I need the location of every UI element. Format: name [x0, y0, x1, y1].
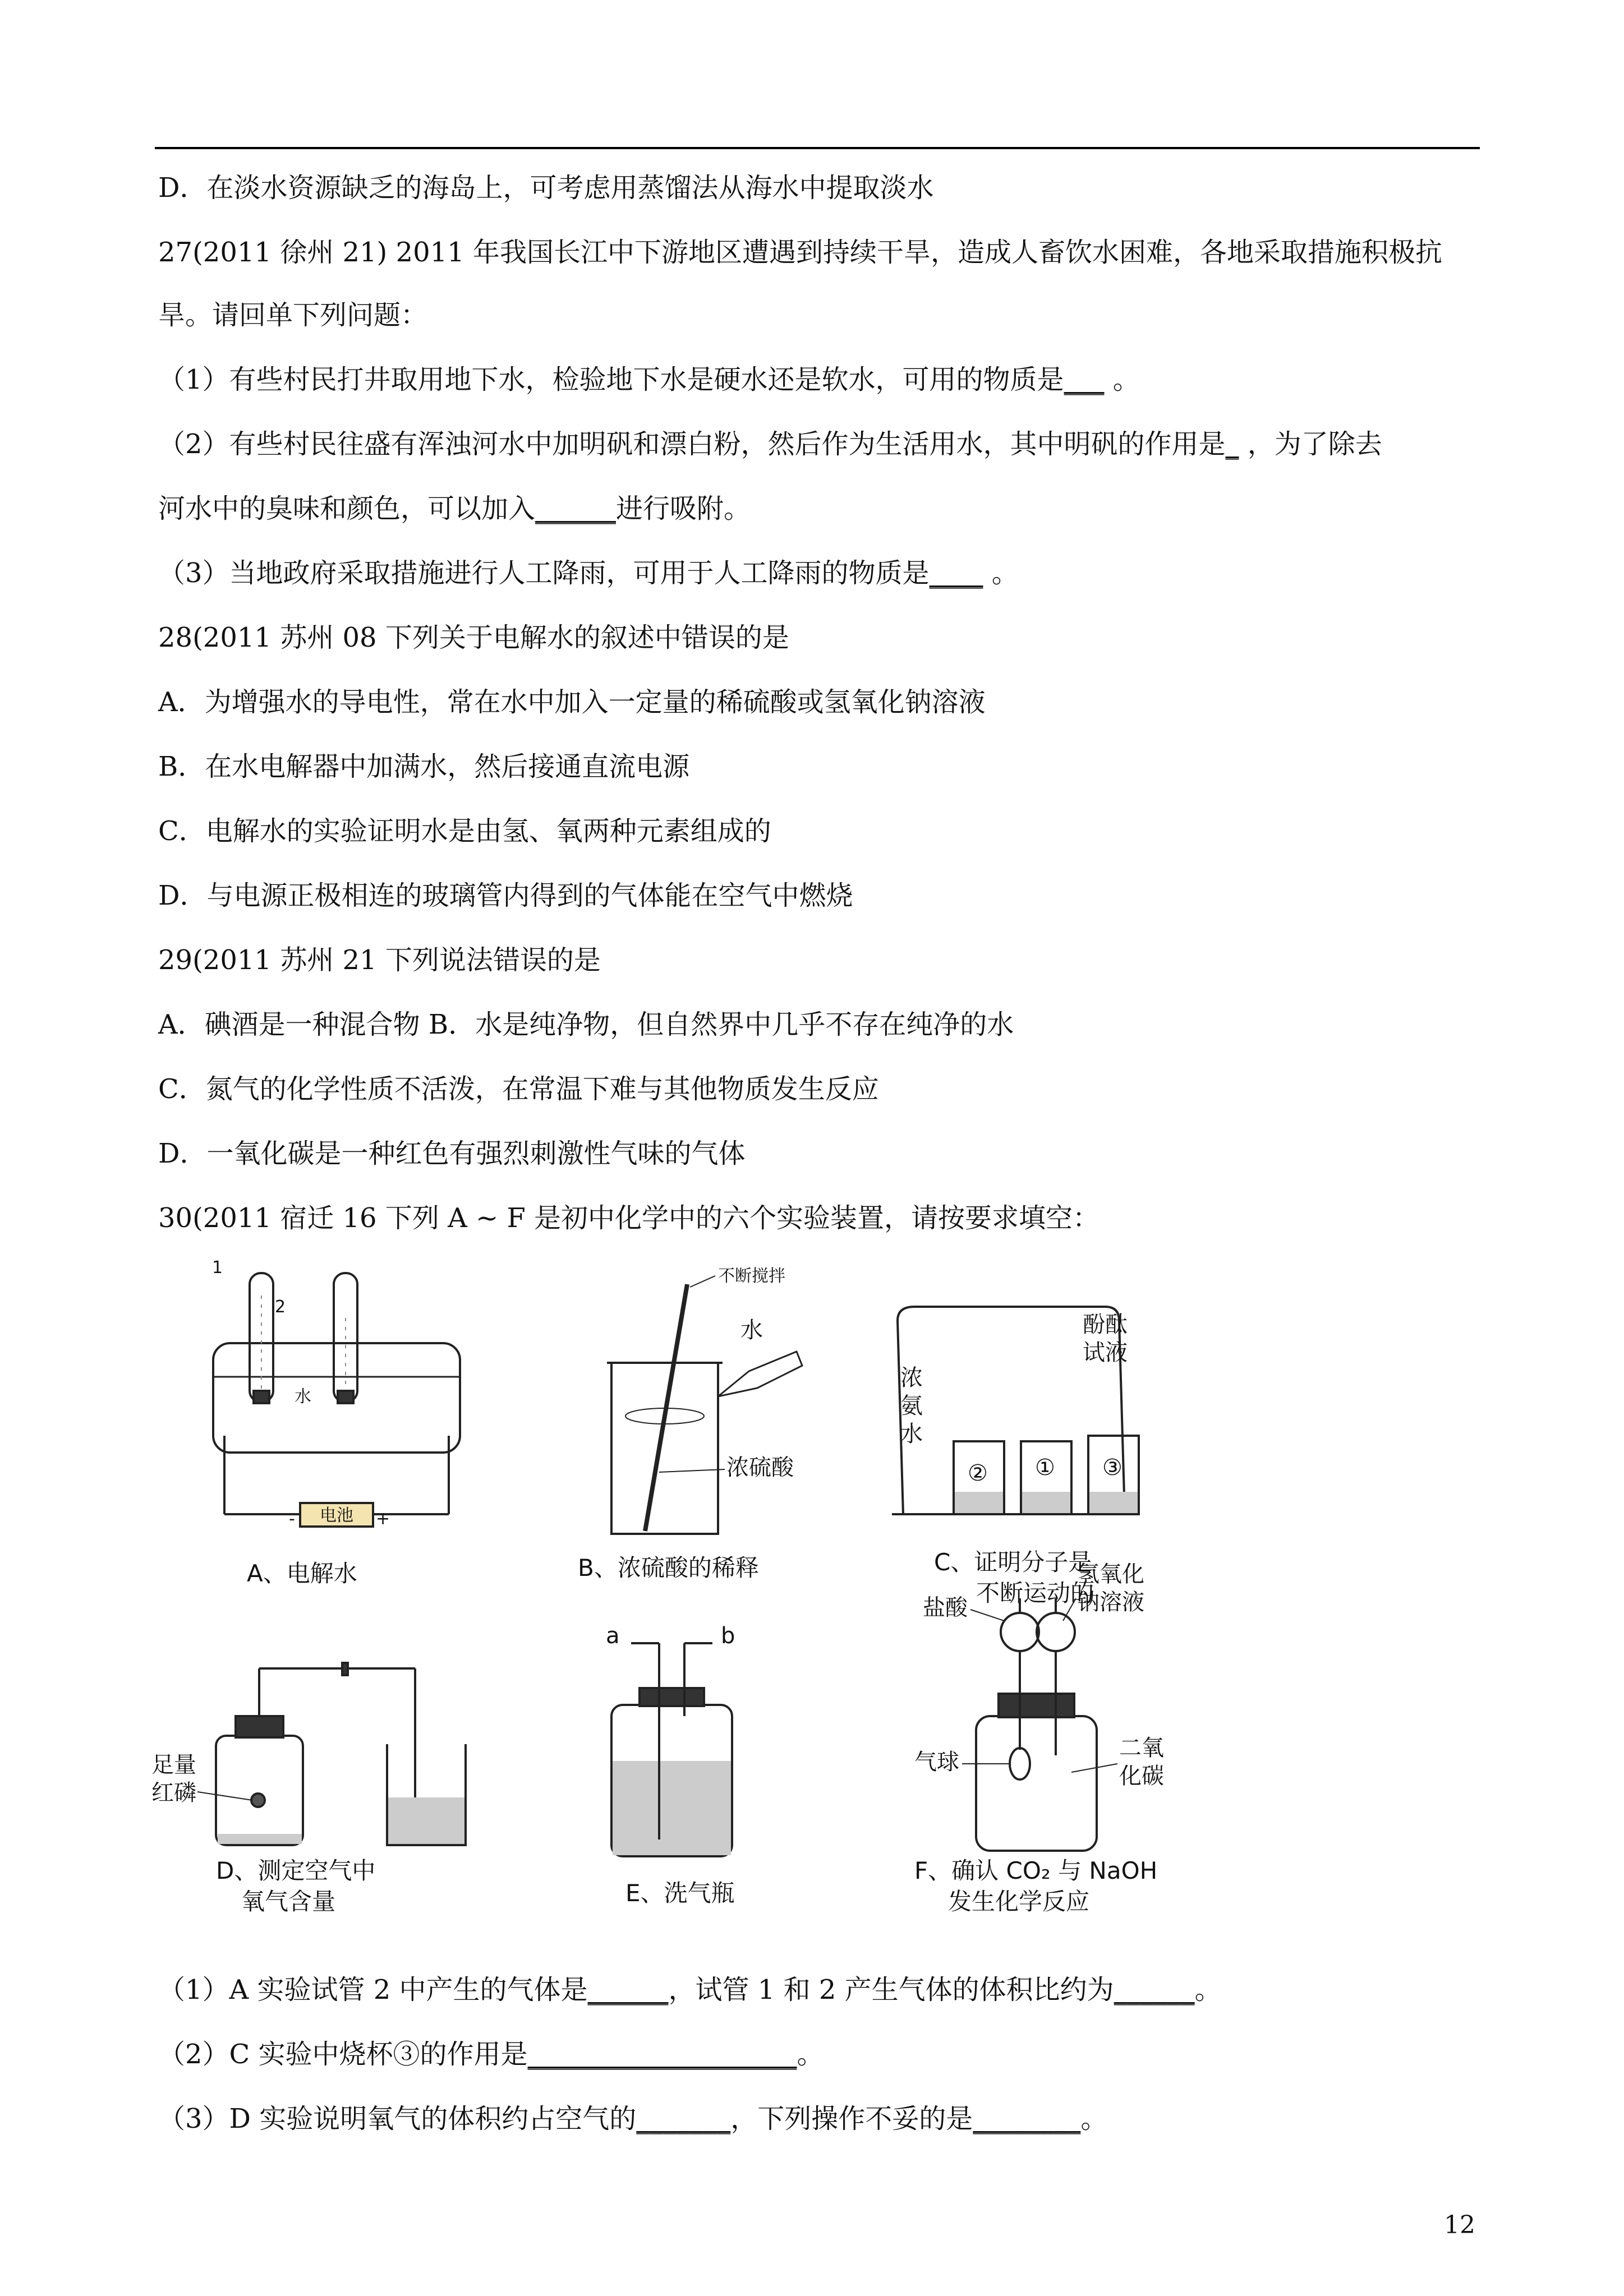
e-caption: E、洗气瓶	[625, 1879, 735, 1907]
a-tube-1-label: 1	[212, 1258, 223, 1278]
a-plus-label: +	[376, 1509, 390, 1529]
apparatus-e-gas-washing-bottle	[606, 1623, 735, 1907]
c-phenol-label-1: 酚酞	[1083, 1312, 1128, 1338]
f-co2-label-1: 二氧	[1119, 1735, 1164, 1761]
text-line: D．在淡水资源缺乏的海岛上，可考虑用蒸馏法从海水中提取淡水	[158, 172, 934, 204]
answer-blank: ______	[1114, 1974, 1195, 2005]
e-inlet-a-label: a	[606, 1623, 620, 1649]
f-hcl-label: 盐酸	[923, 1595, 968, 1621]
f-naoh-label-2: 钠溶液	[1077, 1589, 1144, 1615]
answer-blank: ______	[535, 493, 617, 524]
answer-blank: ____	[929, 557, 983, 589]
f-co2-label-2: 化碳	[1119, 1763, 1164, 1789]
header-rule	[155, 147, 1480, 149]
question-29-option-d: D．一氧化碳是一种红色有强烈刺激性气味的气体	[158, 1138, 746, 1169]
a-battery-label: 电池	[320, 1506, 353, 1525]
answer-blank: _	[1225, 428, 1239, 460]
b-water-label: 水	[740, 1317, 763, 1343]
a-minus-label: -	[289, 1509, 295, 1529]
question-27-line-1: 27(2011 徐州 21) 2011 年我国长江中下游地区遭遇到持续干旱，造成人畜饮水困难，各地采取措施积极抗	[158, 237, 1442, 268]
answer-blank: ______	[587, 1974, 669, 2005]
question-29-option-ab: A．碘酒是一种混合物 B．水是纯净物，但自然界中几乎不存在纯净的水	[158, 1009, 1014, 1040]
a-caption: A、电解水	[247, 1560, 357, 1587]
c-beaker-1-label: ①	[1035, 1455, 1055, 1481]
question-27-line-2: 旱。请回单下列问题：	[158, 299, 428, 331]
question-28-option-c: C．电解水的实验证明水是由氢、氧两种元素组成的	[158, 815, 771, 847]
b-stir-label: 不断搅拌	[718, 1266, 785, 1286]
question-29: 29(2011 苏州 21 下列说法错误的是	[158, 944, 601, 976]
question-27-part-2: （2）有些村民往盛有浑浊河水中加明矾和漂白粉，然后作为生活用水，其中明矾的作用是_ ，为了除去	[158, 428, 1382, 460]
page-number: 12	[1444, 2211, 1475, 2239]
c-caption-2: 不断运动的	[976, 1579, 1094, 1607]
f-naoh-label-1: 氢氧化	[1077, 1561, 1144, 1587]
experiment-figure	[151, 1251, 1251, 1915]
f-caption-1: F、确认 CO₂ 与 NaOH	[914, 1857, 1158, 1884]
e-outlet-b-label: b	[721, 1623, 735, 1649]
c-beaker-3-label: ③	[1102, 1455, 1122, 1481]
c-beaker-2-label: ②	[968, 1460, 988, 1486]
d-caption-1: D、测定空气中	[216, 1857, 376, 1884]
apparatus-d-oxygen-content	[151, 1663, 466, 1915]
b-acid-label: 浓硫酸	[726, 1455, 794, 1481]
answer-blank: ________	[973, 2103, 1081, 2134]
answer-blank: ____________________	[527, 2039, 797, 2070]
f-caption-2: 发生化学反应	[948, 1888, 1090, 1915]
c-caption-1: C、证明分子是	[934, 1548, 1092, 1576]
question-28-option-d: D．与电源正极相连的玻璃管内得到的气体能在空气中燃烧	[158, 880, 853, 911]
question-30-part-3: （3）D 实验说明氧气的体积约占空气的_______，下列操作不妥的是________。	[158, 2103, 1108, 2134]
question-27-part-1: （1）有些村民打井取用地下水，检验地下水是硬水还是软水，可用的物质是___ 。	[158, 364, 1140, 395]
b-caption: B、浓硫酸的稀释	[578, 1554, 759, 1582]
c-ammonia-label-1: 浓	[900, 1365, 923, 1391]
d-phosphorus-label-1: 足量	[151, 1752, 196, 1778]
c-ammonia-label-3: 水	[900, 1421, 923, 1447]
c-ammonia-label-2: 氨	[900, 1393, 923, 1419]
d-phosphorus-label-2: 红磷	[151, 1780, 196, 1806]
question-28: 28(2011 苏州 08 下列关于电解水的叙述中错误的是	[158, 622, 789, 653]
apparatus-f-co2-naoh	[914, 1561, 1164, 1915]
a-tube-2-label: 2	[275, 1297, 286, 1317]
question-27-part-2-cont: 河水中的臭味和颜色，可以加入______进行吸附。	[158, 493, 751, 524]
question-29-option-c: C．氮气的化学性质不活泼，在常温下难与其他物质发生反应	[158, 1073, 879, 1105]
f-balloon-label: 气球	[914, 1749, 959, 1775]
d-caption-2: 氧气含量	[241, 1888, 336, 1915]
answer-blank: ___	[1064, 364, 1105, 395]
question-30: 30(2011 宿迁 16 下列 A ~ F 是初中化学中的六个实验装置，请按要求填空：	[158, 1202, 1100, 1234]
a-water-label: 水	[295, 1387, 311, 1407]
question-27-part-3: （3）当地政府采取措施进行人工降雨，可用于人工降雨的物质是____ 。	[158, 557, 1019, 589]
question-28-option-a: A．为增强水的导电性，常在水中加入一定量的稀硫酸或氢氧化钠溶液	[158, 686, 986, 718]
question-30-part-2: （2）C 实验中烧杯③的作用是____________________。	[158, 2039, 824, 2070]
answer-blank: _______	[636, 2103, 731, 2134]
apparatus-a-electrolysis	[212, 1258, 460, 1587]
apparatus-b-dilution	[578, 1266, 802, 1582]
c-phenol-label-2: 试液	[1083, 1340, 1128, 1366]
question-28-option-b: B．在水电解器中加满水，然后接通直流电源	[158, 751, 690, 782]
question-30-part-1: （1）A 实验试管 2 中产生的气体是______，试管 1 和 2 产生气体的体积比约为______。	[158, 1974, 1222, 2005]
